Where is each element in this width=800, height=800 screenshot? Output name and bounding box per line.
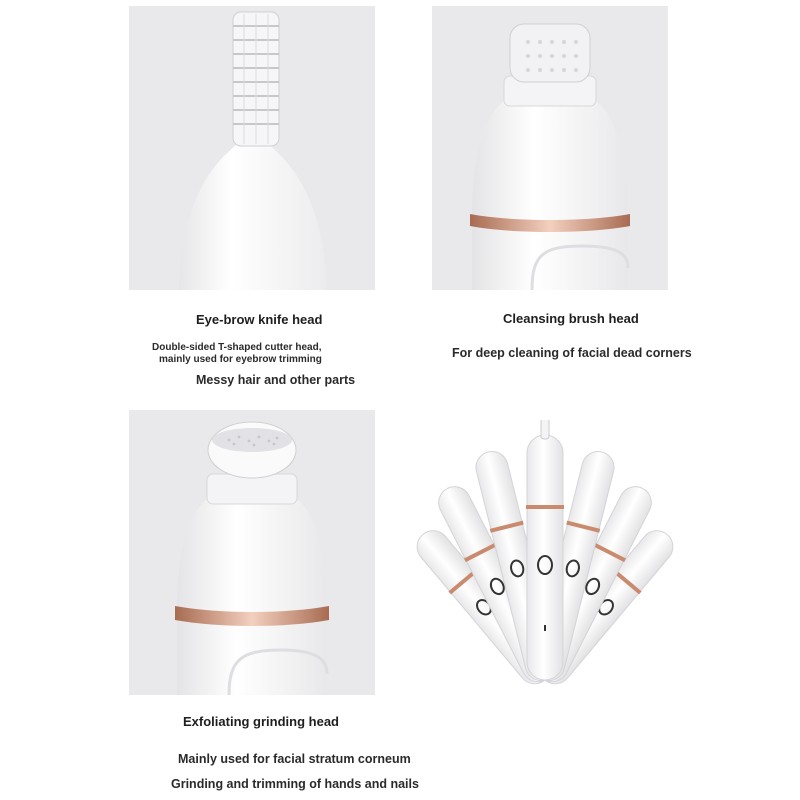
device-set-photo [385, 420, 700, 690]
exfoliating-head-desc2: Grinding and trimming of hands and nails [171, 777, 419, 791]
cleansing-brush-illustration [432, 6, 668, 290]
eyebrow-head-desc-line1: Double-sided T-shaped cutter head, [152, 342, 322, 353]
eyebrow-head-title: Eye-brow knife head [196, 312, 323, 327]
exfoliating-head-title: Exfoliating grinding head [183, 714, 339, 729]
device-set-illustration [385, 420, 700, 690]
eyebrow-trimmer-illustration [129, 6, 375, 290]
exfoliating-head-desc1: Mainly used for facial stratum corneum [178, 752, 411, 766]
cleansing-brush-photo [432, 6, 668, 290]
eyebrow-head-extra: Messy hair and other parts [196, 373, 356, 387]
eyebrow-head-desc-line2: mainly used for eyebrow trimming [159, 354, 322, 365]
cleansing-head-desc: For deep cleaning of facial dead corners [452, 346, 692, 360]
cleansing-head-title: Cleansing brush head [503, 311, 639, 326]
eyebrow-knife-photo [129, 6, 375, 290]
exfoliating-head-illustration [129, 410, 375, 695]
exfoliating-head-photo [129, 410, 375, 695]
